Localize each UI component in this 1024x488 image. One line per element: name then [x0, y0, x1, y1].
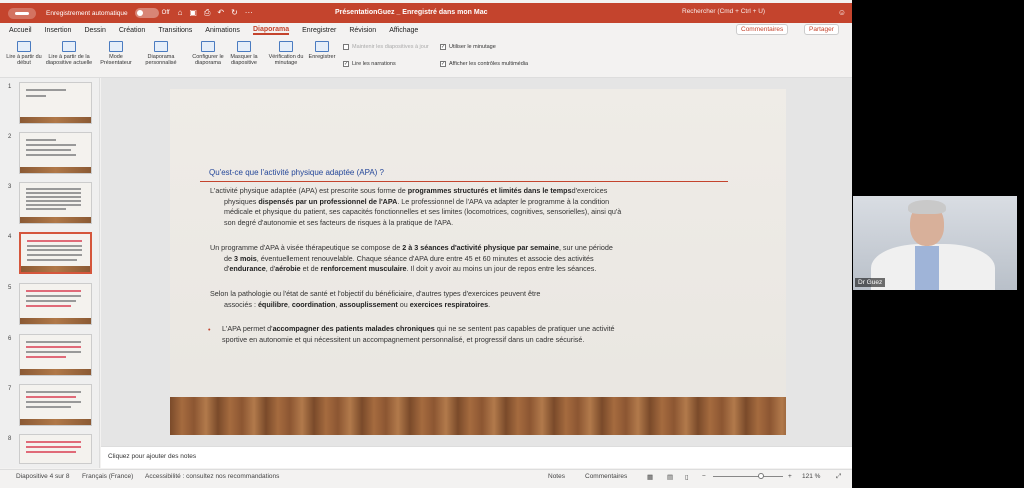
slide-title[interactable]: Qu'est-ce que l'activité physique adaptée (APA) ?	[209, 168, 385, 177]
accessibility-status[interactable]: Accessibilité : consultez nos recommandations	[145, 473, 280, 480]
account-icon[interactable]: ☺	[837, 8, 846, 17]
home-icon[interactable]: ⌂	[177, 8, 183, 17]
document-title[interactable]: PrésentationGuez _ Enregistré dans mon Mac	[335, 9, 488, 16]
tab-transitions[interactable]: Transitions	[158, 26, 193, 34]
timer-icon	[279, 41, 293, 52]
notes-toggle[interactable]: Notes	[548, 473, 565, 480]
bullet-icon: •	[208, 325, 211, 334]
title-bar	[0, 3, 852, 23]
slide-counter: Diapositive 4 sur 8	[16, 473, 70, 480]
ribbon-tabs	[0, 23, 852, 37]
undo-icon[interactable]: ↶	[217, 8, 225, 17]
presenter-mode-button[interactable]: Mode Présentateur	[97, 41, 135, 66]
slide-thumbnails-pane	[0, 78, 100, 468]
use-timings-checkbox[interactable]: ✓ Utiliser le minutage	[441, 44, 496, 50]
presenter-icon	[109, 41, 123, 52]
custom-show-button[interactable]: Diaporama personnalisé	[142, 41, 180, 66]
quick-access-toolbar	[178, 8, 253, 18]
thumb-number: 2	[8, 134, 12, 140]
participant-name: Dr Guez	[855, 278, 885, 287]
slide-thumbnail-8[interactable]	[19, 434, 92, 464]
tab-animations[interactable]: Animations	[205, 26, 240, 34]
thumb-number: 1	[8, 84, 12, 90]
wood-floor-background	[170, 397, 786, 435]
play-icon	[17, 41, 31, 52]
slide-thumbnail-7[interactable]	[19, 384, 92, 426]
ribbon-diaporama	[0, 38, 852, 78]
more-icon[interactable]: ···	[244, 8, 253, 17]
play-narrations-checkbox[interactable]: ✓ Lire les narrations	[344, 61, 396, 67]
slide-paragraph-1[interactable]: L'activité physique adaptée (APA) est prescrite sous forme de programmes structurés et limités dans le tempsd'exercices physiques dispensés par un professionnel de l'APA. Le professionnel de l'APA va adapter le programme à la condition médicale et physique du patient, ses capacités fonctionnelles et ses limites (locomotrices, cognitives, sensorielles), ainsi qu'à son degré d'autonomie et ses facteurs de risques à la pratique de l'APA.	[210, 186, 622, 227]
language-indicator[interactable]: Français (France)	[82, 473, 134, 480]
zoom-out-icon[interactable]: −	[702, 473, 706, 480]
redo-icon[interactable]: ↻	[231, 8, 238, 17]
hide-slide-icon	[237, 41, 251, 52]
hide-slide-button[interactable]: Masquer la diapositive	[227, 41, 261, 66]
zoom-slider-handle[interactable]	[758, 473, 764, 479]
custom-show-icon	[154, 41, 168, 52]
slide-thumbnail-1[interactable]	[19, 82, 92, 124]
slide-paragraph-3[interactable]: Selon la pathologie ou l'état de santé et l'objectif du bénéficiaire, d'autres types d'exercices peuvent être associés : équilibre, coordination, assouplissement ou exercices respiratoires.	[210, 289, 541, 309]
print-icon[interactable]: ⎙	[203, 8, 211, 17]
setup-show-button[interactable]: Configurer le diaporama	[190, 41, 226, 66]
autosave-label: Enregistrement automatique	[46, 9, 128, 17]
tab-enregistrer[interactable]: Enregistrer	[302, 26, 337, 34]
tab-accueil[interactable]: Accueil	[9, 26, 32, 34]
tab-diaporama[interactable]: Diaporama	[252, 25, 290, 33]
tab-affichage[interactable]: Affichage	[389, 26, 419, 34]
autosave-toggle[interactable]	[135, 8, 159, 18]
comments-button[interactable]: Commentaires	[736, 24, 788, 35]
slide-paragraph-2[interactable]: Un programme d'APA à visée thérapeutique se compose de 2 à 3 séances d'activité physique par semaine, sur une période de 3 mois, éventuellement renouvelable. Chaque séance d'APA dure entre 45 et 60 minutes et associe des activités d'endurance, d'aérobie et de renforcement musculaire. Il doit y avoir au moins un jour de repos entre les séances.	[210, 243, 613, 273]
record-button[interactable]: Enregistrer	[305, 41, 339, 60]
autosave-state: Off	[161, 10, 170, 16]
tab-dessin[interactable]: Dessin	[84, 26, 106, 34]
share-button[interactable]: Partager	[804, 24, 839, 35]
setup-icon	[201, 41, 215, 52]
search-input[interactable]: Rechercher (Cmd + Ctrl + U)	[682, 8, 766, 15]
play-current-icon	[62, 41, 76, 52]
sidebar-toggle-icon[interactable]	[8, 8, 36, 19]
thumb-number: 3	[8, 184, 12, 190]
slide-sorter-icon[interactable]: ▤	[667, 474, 674, 481]
zoom-in-icon[interactable]: +	[788, 473, 792, 480]
thumb-number: 7	[8, 386, 12, 392]
fit-slide-icon[interactable]: ⤢	[836, 473, 842, 480]
tab-creation[interactable]: Création	[118, 26, 146, 34]
thumb-number: 8	[8, 436, 12, 442]
record-icon	[315, 41, 329, 52]
slide-thumbnail-5[interactable]	[19, 283, 92, 325]
notes-pane[interactable]	[101, 446, 852, 468]
slide-thumbnail-6[interactable]	[19, 334, 92, 376]
keep-updated-checkbox[interactable]: Maintenir les diapositives à jour	[343, 44, 429, 50]
status-bar	[0, 469, 852, 483]
current-slide[interactable]	[170, 89, 786, 435]
slide-paragraph-4[interactable]: L'APA permet d'accompagner des patients malades chroniques qui ne se sentent pas capables de pratiquer une activité sportive en autonomie et qui nécessitent un accompagnement personnalisé, et progressif dans un cadre sécurisé.	[222, 324, 615, 344]
tab-insertion[interactable]: Insertion	[44, 26, 72, 34]
rehearse-timings-button[interactable]: Vérification du minutage	[267, 41, 305, 66]
notes-placeholder: Cliquez pour ajouter des notes	[108, 453, 197, 460]
play-from-current-button[interactable]: Lire à partir de la diapositive actuelle	[43, 41, 95, 66]
thumb-number: 6	[8, 336, 12, 342]
play-from-start-button[interactable]: Lire à partir du début	[6, 41, 42, 66]
slide-thumbnail-2[interactable]	[19, 132, 92, 174]
zoom-slider[interactable]	[713, 476, 783, 477]
thumb-number: 4	[8, 234, 12, 240]
comments-toggle[interactable]: Commentaires	[585, 473, 628, 480]
show-media-controls-checkbox[interactable]: ✓ Afficher les contrôles multimédia	[441, 61, 529, 67]
zoom-level[interactable]: 121 %	[802, 473, 821, 480]
tab-revision[interactable]: Révision	[349, 26, 377, 34]
reading-view-icon[interactable]: ▯	[685, 474, 689, 481]
slide-thumbnail-3[interactable]	[19, 182, 92, 224]
title-underline	[200, 181, 728, 182]
webcam-video-feed	[853, 196, 1017, 290]
slide-thumbnail-4[interactable]	[19, 232, 92, 274]
normal-view-icon[interactable]: ▦	[647, 474, 654, 481]
thumb-number: 5	[8, 285, 12, 291]
save-icon[interactable]: ▣	[189, 8, 197, 17]
